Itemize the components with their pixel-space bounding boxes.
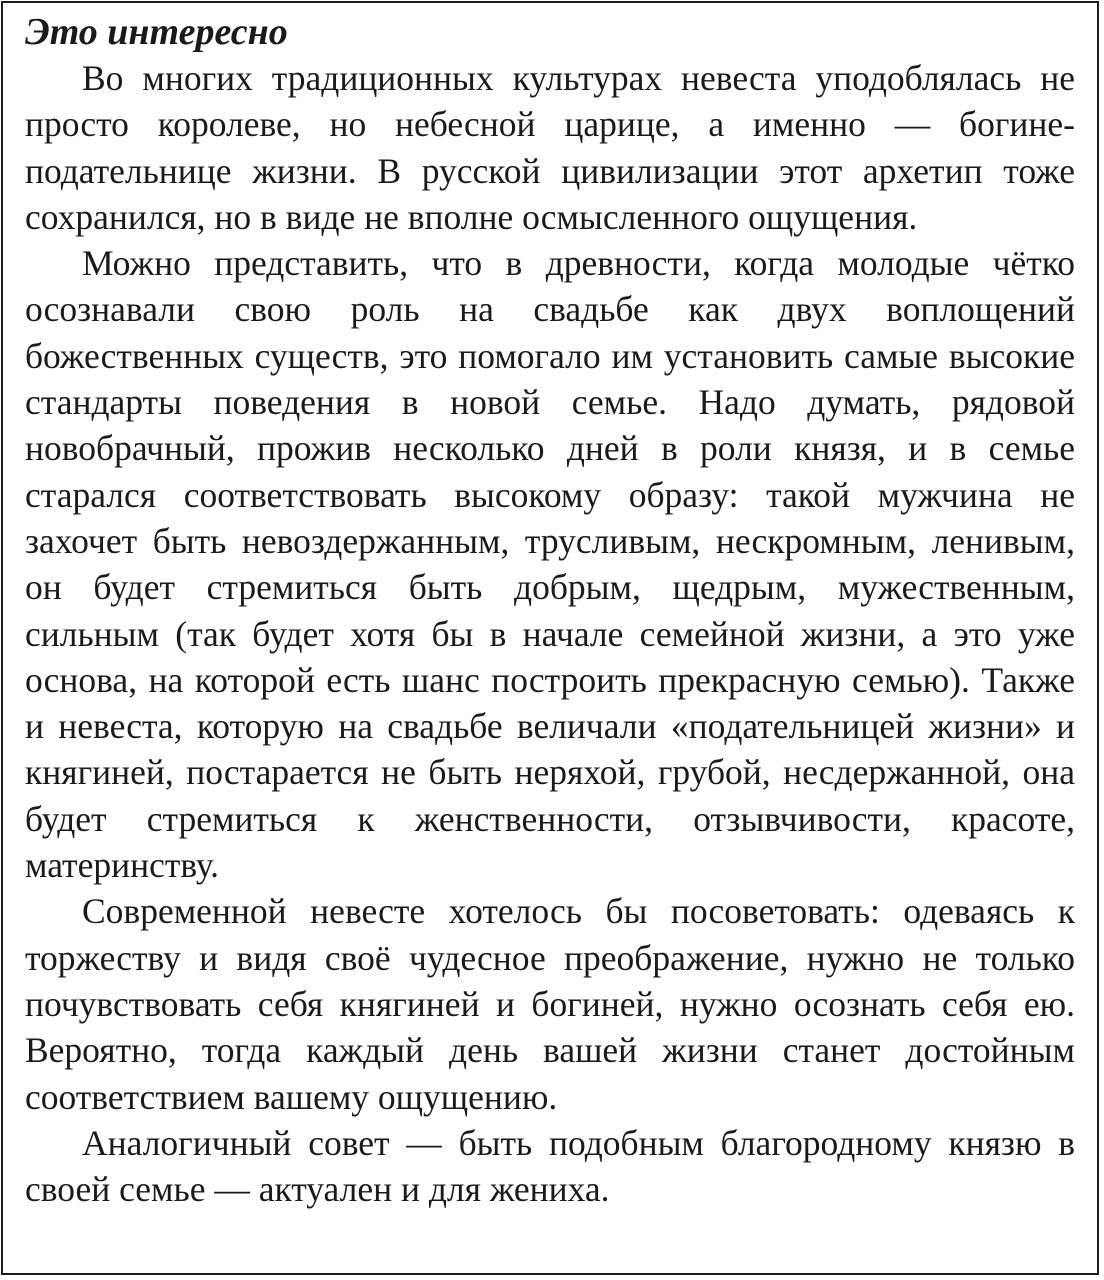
paragraph-2: Можно представить, что в древности, когда молодые чётко осознавали свою роль на свадьбе как двух воплощений божественных существ, это помогало им установить самые высокие стандарты поведения в новой семье. Надо думать, рядовой новобрачный, прожив несколько дней в роли князя, и в семье старался соответствовать высокому образу: такой мужчина не захочет быть невоздержанным, трусливым, нескромным, ленивым, он будет стремиться быть добрым, щедрым, мужественным, сильным (так будет хотя бы в начале семейной жизни, а это уже основа, на которой есть шанс построить прекрасную семью). Также и невеста, которую на свадьбе величали «подательницей жизни» и княгиней, постарается не быть неряхой, грубой, несдержанной, она будет стремиться к женственности, отзывчивости, красоте, материнству.: [25, 243, 1075, 886]
paragraph-1: Во многих традиционных культурах невеста уподоблялась не просто королеве, но небесной царице, а именно — богине-подательнице жизни. В русской цивилизации этот архетип тоже сохранился, но в виде не вполне осмысленного ощущения.: [25, 58, 1075, 237]
info-box: [1, 1, 1099, 1275]
paragraph-3: Современной невесте хотелось бы посоветовать: одеваясь к торжеству и видя своё чудесное преображение, нужно не только почувствовать себя княгиней и богиней, нужно осознать себя ею. Вероятно, тогда каждый день вашей жизни станет достойным соответствием вашему ощущению.: [25, 891, 1075, 1117]
paragraph-4: Аналогичный совет — быть подобным благородному князю в своей семье — актуален и для жениха.: [25, 1122, 1075, 1210]
box-title: Это интересно: [25, 11, 288, 53]
